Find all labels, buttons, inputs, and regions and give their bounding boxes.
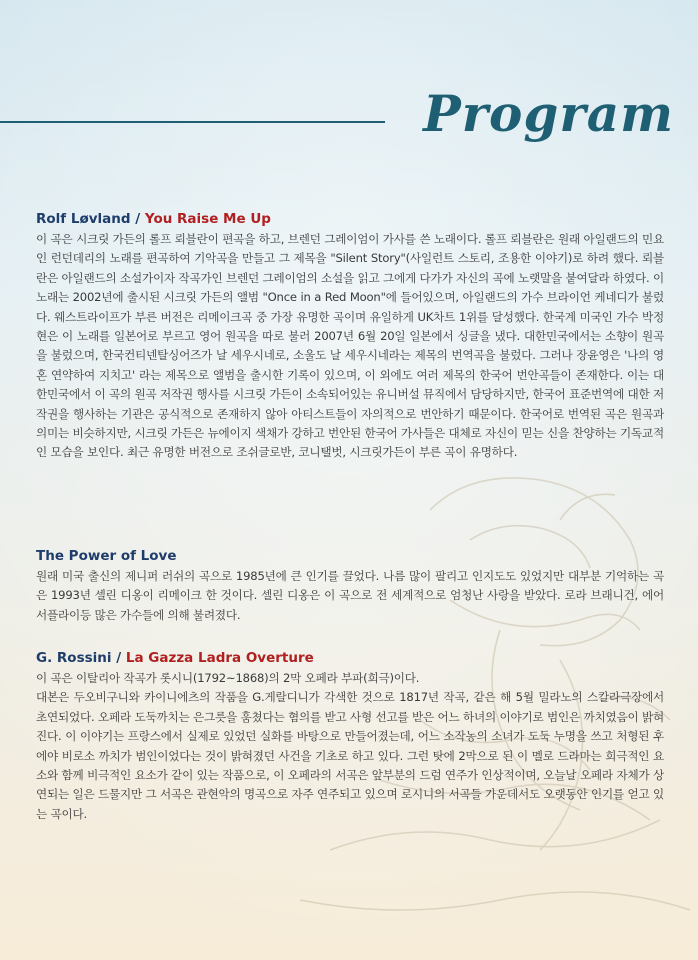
piece-title: You Raise Me Up bbox=[144, 211, 271, 227]
program-item-la-gazza-ladra bbox=[36, 650, 664, 824]
program-description: 이 곡은 시크릿 가든의 롤프 뢰블란이 편곡을 하고, 브렌던 그레이엄이 가사를 쓴 노래이다. 롤프 뢰블란은 원래 아일랜드의 민요인 런던데리의 노래를 편곡하여 기악곡을 만들고 그 제목을 "Silent Story"(사일런트 스토리, 조용한 이야기)로 하려 했다. 뢰블란은 아일랜드의 소설가이자 작곡가인 브렌던 그레이엄의 소설을 읽고 그에게 다가가 자신의 곡에 노랫말을 붙여달라 하였다. 이 노래는 2002년에 출시된 시크릿 가든의 앨범 "Once in a Red Moon"에 들어있으며, 아일랜드의 가수 브라이언 케네디가 불렀다. 웨스트라이프가 부른 버전은 리메이크곡 중 가장 유명한 곡이며 유일하게 UK차트 1위를 달성했다. 한국계 미국인 가수 박정현은 이 노래를 일본어로 부르고 영어 원곡을 따로 불러 2007년 6월 20일 일본에서 싱글을 냈다. 대한민국에서는 소향이 원곡을 불렀으며, 한국컨티넨탈싱어즈가 날 세우시네로, 소울도 날 세우시네라는 제목의 번역곡을 불렀다. 그러나 장윤영은 '나의 영혼 연약하여 지치고' 라는 제목으로 앨범을 출시한 기록이 있으며, 이 외에도 여러 제목의 한국어 번안곡들이 존재한다. 이는 대한민국에서 이 곡의 원곡 저작권 행사를 시크릿 가든이 소속되어있는 유니버설 뮤직에서 담당하지만, 한국어 표준번역에 대한 저작권을 행사하는 기관은 공식적으로 존재하지 않아 아티스트들이 자의적으로 번안하기 때문이다. 한국어로 번역된 곡은 원곡과 의미는 비슷하지만, 시크릿 가든은 뉴에이지 색채가 강하고 번안된 한국어 가사들은 대체로 자신이 믿는 신을 찬양하는 기독교적인 모습을 보인다. 최근 유명한 버전으로 조쉬글로반, 코니탤벗, 시크릿가든이 부른 곡이 유명하다. bbox=[36, 232, 664, 460]
program-item-title bbox=[36, 548, 664, 564]
program-item-title bbox=[36, 211, 664, 227]
program-item-you-raise-me-up bbox=[36, 211, 664, 463]
title-separator: / bbox=[111, 650, 126, 666]
program-description: 대본은 두오비구니와 카이니에츠의 작품을 G.게랄디니가 각색한 것으로 1817년 작곡, 같은 해 5월 밀라노의 스칼라극장에서 초연되었다. 오페라 도둑까치는 은그릇을 훔쳤다는 혐의를 받고 사형 선고를 받은 어느 하녀의 이야기로 범인은 까치였음이 밝혀진다. 이 이야기는 프랑스에서 실제로 있었던 실화를 바탕으로 만들어졌는데, 어느 소작농의 소녀가 도둑 누명을 쓰고 처형된 후에야 비로소 까치가 범인이었다는 것이 밝혀졌던 사건을 기초로 하고 있다. 그런 탓에 2막으로 된 이 멜로 드라마는 희극적인 요소와 함께 비극적인 요소가 같이 있는 작품으로, 이 오페라의 서곡은 앞부분의 드럼 연주가 인상적이며, 오늘날 오페라 자체가 상연되는 일은 드물지만 그 서곡은 관현악의 명곡으로 자주 연주되고 있으며 로시니의 서곡들 가운데서도 오랫동안 인기를 얻고 있는 곡이다. bbox=[36, 690, 664, 821]
piece-title: La Gazza Ladra Overture bbox=[125, 650, 314, 666]
page-title: Program bbox=[423, 84, 674, 143]
title-separator: / bbox=[130, 211, 145, 227]
program-item-title bbox=[36, 650, 664, 666]
composer-name: Rolf Løvland bbox=[36, 211, 131, 227]
program-item-power-of-love bbox=[36, 548, 664, 625]
piece-title: The Power of Love bbox=[36, 548, 177, 564]
composer-name: G. Rossini bbox=[36, 650, 112, 666]
program-intro: 이 곡은 이탈리아 작곡가 롯시니(1792~1868)의 2막 오페라 부파(희극)이다. bbox=[36, 671, 420, 685]
program-description: 원래 미국 출신의 제니퍼 러쉬의 곡으로 1985년에 큰 인기를 끌었다. 나름 많이 팔리고 인지도도 있었지만 대부분 기억하는 곡은 1993년 셀린 디옹이 리메이크 한 것이다. 셀린 디옹은 이 곡으로 전 세계적으로 엄청난 사랑을 받았다. 로라 브래니건, 에어 서플라이등 많은 가수들에 의해 불려졌다. bbox=[36, 569, 664, 622]
header-rule bbox=[0, 121, 385, 123]
